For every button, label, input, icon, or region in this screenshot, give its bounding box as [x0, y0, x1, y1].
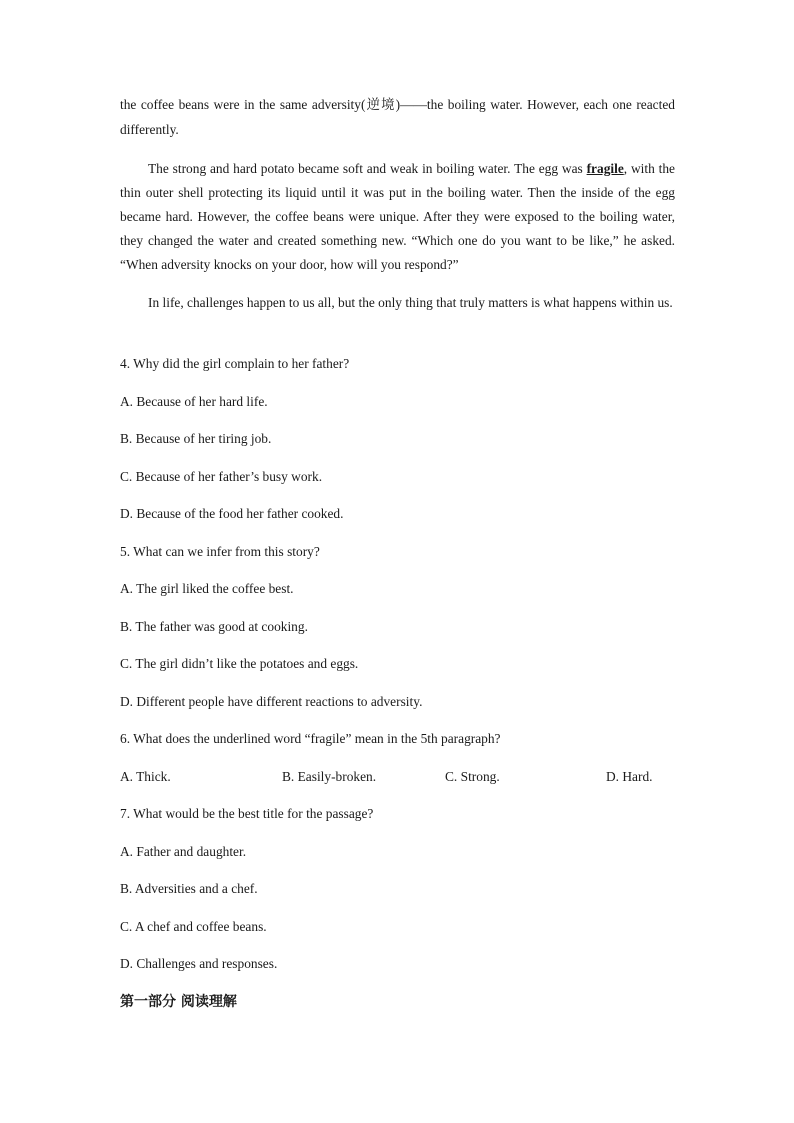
question-7-option-d: D. Challenges and responses.	[120, 956, 278, 971]
question-6-option-b: B. Easily-broken.	[282, 769, 377, 784]
question-5-stem: 5. What can we infer from this story?	[120, 544, 320, 559]
question-4-option-b: B. Because of her tiring job.	[120, 431, 272, 446]
paragraph-1-text-start: the coffee beans were in the same adversity(逆境)	[120, 97, 401, 112]
question-7-stem: 7. What would be the best title for the passage?	[120, 806, 374, 821]
question-7-option-b: B. Adversities and a chef.	[120, 881, 258, 896]
question-5-option-d: D. Different people have different reactions to adversity.	[120, 694, 423, 709]
question-5-option-b: B. The father was good at cooking.	[120, 619, 308, 634]
question-4-option-a: A. Because of her hard life.	[120, 394, 268, 409]
underlined-keyword: fragile	[586, 161, 624, 176]
question-6-options-row	[120, 768, 680, 786]
passage-paragraph-1	[120, 93, 675, 142]
question-5-option-a: A. The girl liked the coffee best.	[120, 581, 294, 596]
question-6-option-a: A. Thick.	[120, 769, 171, 784]
question-4-option-c: C. Because of her father’s busy work.	[120, 469, 323, 484]
question-6-option-d: D. Hard.	[606, 769, 653, 784]
passage-paragraph-2	[120, 157, 675, 277]
question-4-stem: 4. Why did the girl complain to her father?	[120, 356, 350, 371]
question-4-option-d: D. Because of the food her father cooked.	[120, 506, 344, 521]
paragraph-2-text-end: , with the thin outer shell protecting its liquid until it was put in the boiling water. Then the inside of the egg became hard. However, the coffee beans were unique. After they were exposed to the boiling water, they changed the water and created something new. “Which one do you want to be like,” he asked. “When adversity knocks on your door, how will you respond?”	[120, 161, 675, 272]
section-heading: 第一部分 阅读理解	[120, 994, 237, 1010]
paragraph-2-text-start: The strong and hard potato became soft and weak in boiling water. The egg was	[148, 161, 587, 176]
question-6-option-c: C. Strong.	[445, 769, 500, 784]
paragraph-1-text-end: the boiling water. However, each one reacted differently.	[120, 97, 675, 137]
question-5-option-c: C. The girl didn’t like the potatoes and eggs.	[120, 656, 359, 671]
question-7-option-a: A. Father and daughter.	[120, 844, 247, 859]
passage-paragraph-3: In life, challenges happen to us all, but the only thing that truly matters is what happens within us.	[148, 295, 673, 310]
paragraph-1-dash: ——	[400, 97, 427, 112]
question-6-stem: 6. What does the underlined word “fragile” mean in the 5th paragraph?	[120, 731, 501, 746]
question-7-option-c: C. A chef and coffee beans.	[120, 919, 267, 934]
